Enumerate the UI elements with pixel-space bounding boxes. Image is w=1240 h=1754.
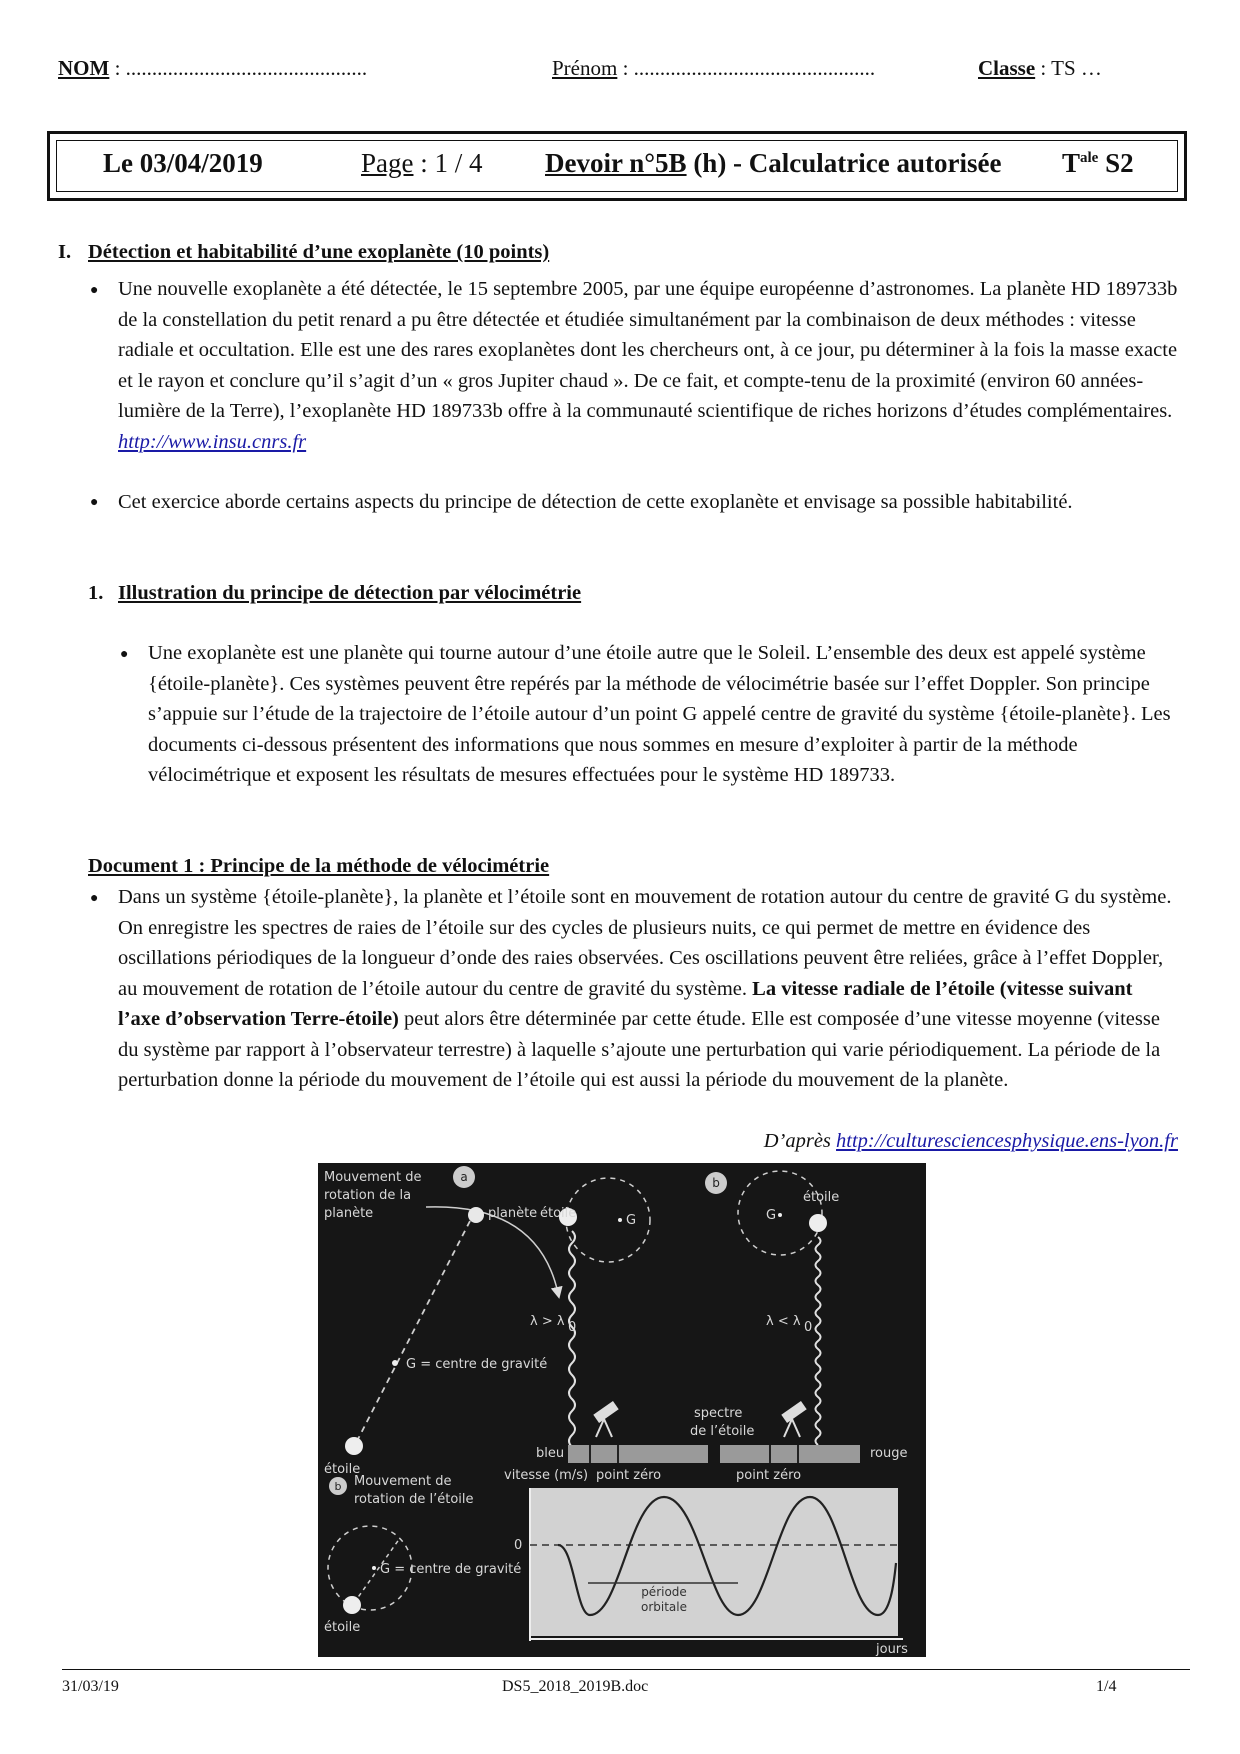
- fig-etoile-4: étoile: [324, 1620, 361, 1635]
- devoir-title: [545, 148, 1001, 179]
- exam-date: Le 03/04/2019: [103, 148, 263, 178]
- bullet-icon: ●: [90, 495, 99, 510]
- fig-g-centre-1: G = centre de gravité: [406, 1357, 548, 1372]
- prenom-field: [552, 56, 875, 81]
- footer-file: DS5_2018_2019B.doc: [502, 1678, 649, 1695]
- nom-field: [58, 56, 367, 81]
- telescope-right-icon: [781, 1401, 806, 1437]
- page-value: : 1 / 4: [413, 148, 483, 178]
- bullet-icon: ●: [90, 283, 99, 298]
- fig-periode-2: orbitale: [640, 1600, 688, 1614]
- bullet-icon: ●: [120, 647, 129, 662]
- doc1-bold-text: La vitesse radiale de l’étoile (vitesse suivant l’axe d’observation Terre-étoile): [118, 977, 1133, 1030]
- star-icon: [345, 1437, 363, 1455]
- fig-periode-1: période: [641, 1585, 687, 1599]
- class-level: [1062, 148, 1134, 179]
- planet-icon: [468, 1207, 484, 1223]
- velocimetry-diagram: [318, 1163, 926, 1657]
- fig-vitesse: vitesse (m/s): [504, 1468, 589, 1483]
- star-bottom-icon: [343, 1596, 361, 1614]
- culturesciences-link[interactable]: http://culturesciencesphysique.ens-lyon.fr: [836, 1130, 1178, 1152]
- subsection-title: Illustration du principe de détection par vélocimétrie: [118, 582, 582, 604]
- star-orbit-left: [566, 1178, 650, 1262]
- fig-etoile-3: étoile: [803, 1190, 840, 1205]
- fig-etoile-1: étoile: [324, 1462, 361, 1477]
- fig-rouge: rouge: [870, 1446, 908, 1461]
- classe-field: [978, 56, 1102, 81]
- class-t: T: [1062, 148, 1081, 178]
- footer-date: 31/03/19: [62, 1678, 119, 1695]
- fig-label-planet-motion-2: rotation de la: [324, 1188, 412, 1203]
- subsection-number: 1.: [88, 582, 104, 604]
- planet-star-axis: [356, 1221, 470, 1443]
- footer-page: 1/4: [1096, 1678, 1117, 1695]
- fig-g-left: G: [626, 1213, 637, 1228]
- insu-link[interactable]: http://www.insu.cnrs.fr: [118, 430, 307, 453]
- fig-spectre-2: de l’étoile: [690, 1424, 755, 1439]
- g-bottom-icon: [372, 1566, 376, 1570]
- document1-source: [764, 1126, 1178, 1157]
- fig-g-right: G: [766, 1208, 777, 1223]
- g-left-icon: [618, 1218, 622, 1222]
- devoir-label: Devoir n°5B: [545, 148, 687, 178]
- fig-planete-label: planète: [488, 1206, 538, 1221]
- fig-lambda-gt: λ > λ: [530, 1314, 565, 1329]
- star-right-icon: [809, 1214, 827, 1232]
- prenom-label: Prénom: [552, 56, 618, 80]
- fig-star-motion-2: rotation de l’étoile: [354, 1492, 474, 1507]
- document1-title: Document 1 : Principe de la méthode de vélocimétrie: [88, 855, 550, 877]
- fig-lambda-lt: λ < λ: [766, 1314, 801, 1329]
- page-label: Page: [361, 148, 414, 178]
- fig-etoile-2: étoile: [540, 1206, 577, 1221]
- nom-label: NOM: [58, 56, 110, 80]
- badge-a-label: a: [460, 1170, 468, 1184]
- exercise-paragraph: Cet exercice aborde certains aspects du principe de détection de cette exoplanète et envisage sa possible habitabilité.: [118, 491, 1073, 513]
- intro-text: Une nouvelle exoplanète a été détectée, le 15 septembre 2005, par une équipe européenne d’astronomes. La planète HD 189733b de la constellation du petit renard a pu être détectée et étudiée simultanément par la combinaison de deux méthodes : vitesse radiale et occultation. Elle est une des rares exoplanètes dont les chercheurs ont, à ce jour, pu déterminer à la fois la masse exacte et le rayon et conclure qu’il s’agit d’un « gros Jupiter chaud ». De ce fait, et compte-tenu de la proximité (environ 60 années-lumière de la Terre), l’exoplanète HD 189733b offre à la communauté scientifique de riches horizons d’études complémentaires.: [118, 278, 1178, 422]
- doc1-text-part2: peut alors être déterminée par cette étude. Elle est composée d’une vitesse moyenne (vitesse du système par rapport à l’observateur terrestre) à laquelle s’ajoute une perturbation qui varie périodiquement. La période de la perturbation donne la période du mouvement de l’étoile qui est aussi la période du mouvement de la planète.: [118, 1008, 1161, 1091]
- classe-value: : TS …: [1035, 56, 1102, 80]
- fig-spectre-1: spectre: [694, 1406, 743, 1421]
- telescope-left-icon: [593, 1401, 618, 1437]
- fig-point-zero-2: point zéro: [736, 1468, 802, 1483]
- badge-b-label: b: [712, 1176, 720, 1190]
- prenom-value: : ..............................................: [617, 56, 876, 80]
- section-number: I.: [58, 241, 72, 263]
- fig-label-planet-motion-3: planète: [324, 1206, 374, 1221]
- fig-jours: jours: [876, 1642, 908, 1657]
- fig-point-zero-1: point zéro: [596, 1468, 662, 1483]
- fig-label-planet-motion-1: Mouvement de: [324, 1170, 422, 1185]
- g-point-icon: [392, 1360, 398, 1366]
- fig-star-motion-1: Mouvement de: [354, 1474, 452, 1489]
- subsection-paragraph: Une exoplanète est une planète qui tourne autour d’une étoile autre que le Soleil. L’ensemble des deux est appelé système {étoile-planète}. Ces systèmes peuvent être repérés par la méthode de vélocimétrie basée sur l’effet Doppler. Son principe s’appuie sur l’étude de la trajectoire de l’étoile autour d’un point G appelé centre de gravité du système {étoile-planète}. Les documents ci-dessous présentent des informations que nous sommes en mesure d’exploiter à partir de la méthode vélocimétrique et exposent les résultats de mesures effectuées pour le système HD 189733.: [148, 642, 1171, 786]
- fig-lambda-lt-sub: 0: [804, 1320, 813, 1335]
- source-prefix: D’après: [763, 1130, 837, 1152]
- devoir-rest: (h) - Calculatrice autorisée: [686, 148, 1002, 178]
- g-right-icon: [778, 1213, 782, 1217]
- class-sup: ale: [1080, 150, 1099, 166]
- fig-bleu: bleu: [536, 1446, 565, 1461]
- doc1-text-part1: Dans un système {étoile-planète}, la planète et l’étoile sont en mouvement de rotation autour du centre de gravité G du système. On enregistre les spectres de raies de l’étoile sur des cycles de plusieurs nuits, ce qui permet de mettre en évidence des oscillations périodiques de la longueur d’onde des raies observées. Ces oscillations peuvent être reliées, grâce à l’effet Doppler, au mouvement de rotation de l’étoile autour du centre de gravité du système.: [118, 886, 1172, 1000]
- velocity-plot-area: [530, 1488, 898, 1636]
- intro-paragraph: [118, 274, 1178, 457]
- fig-zero: 0: [514, 1538, 523, 1553]
- page-indicator: [361, 148, 483, 179]
- spectrum-right: [720, 1445, 860, 1463]
- blueshift-wave: [816, 1237, 821, 1445]
- badge-b2-label: b: [334, 1480, 342, 1493]
- document1-paragraph: [118, 882, 1178, 1096]
- section-title: Détection et habitabilité d’une exoplanète (10 points): [88, 241, 550, 263]
- classe-label: Classe: [978, 56, 1036, 80]
- nom-value: : ..............................................: [109, 56, 368, 80]
- footer-divider: [62, 1669, 1190, 1670]
- redshift-wave: [569, 1231, 575, 1459]
- class-rest: S2: [1098, 148, 1134, 178]
- fig-g-centre-2: G = centre de gravité: [380, 1562, 522, 1577]
- fig-lambda-gt-sub: 0: [568, 1320, 577, 1335]
- bullet-icon: ●: [90, 891, 99, 906]
